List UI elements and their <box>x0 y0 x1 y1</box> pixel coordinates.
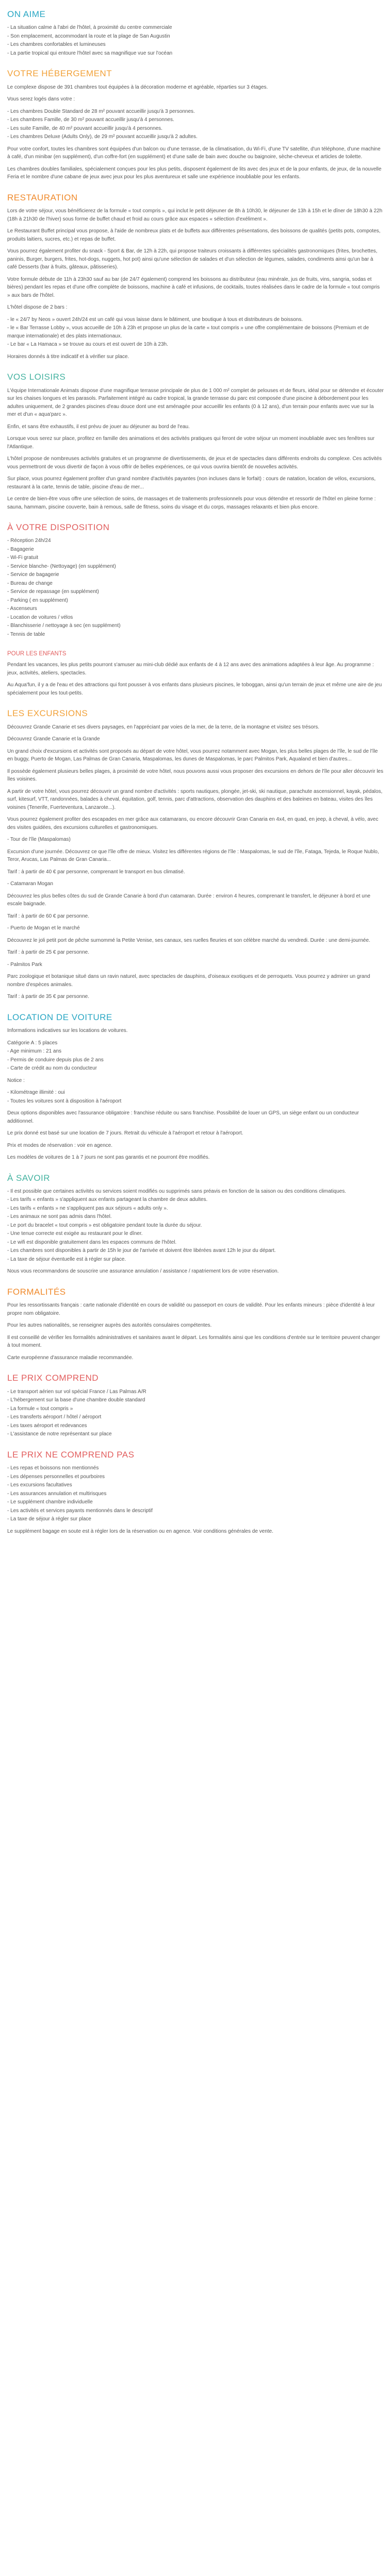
list-item: - Age minimum : 21 ans <box>7 1048 62 1055</box>
formalites-check: Il est conseillé de vérifier les formalités administratives et sanitaires avant le départ. Les formalités ainsi que les conditions d'entrée sur le territoire peuvent changer à tout moment. <box>7 1334 380 1349</box>
restauration-snack: Vous pourrez également profiter du snack - Sport & Bar, de 12h à 22h, qui propose traiteurs croissants à différentes spécialités gastronomiques (frites, brochettes, paninis, Burger, burgers, frites, hot-dogs, nuggets, hot pot) ainsi qu'une sélection de salades et d'un sélection de légumes, salades, condiments ainsi qu'un bar à café Desserts (bar à fruits, gâteaux, pâtisseries). <box>7 248 378 270</box>
list-item: - Le port du bracelet « tout compris » est obligatoire pendant toute la durée du séjour. <box>7 1222 202 1228</box>
enfants-miniclub: Pendant les vacances, les plus petits pourront s'amuser au mini-club dédié aux enfants de 4 à 12 ans avec des animations adaptées à leur âge. Au programme : jeux, activités, ateliers, spectacles. <box>7 662 374 676</box>
excursions-title: LES EXCURSIONS <box>7 708 88 719</box>
a-savoir-list <box>7 1188 384 1264</box>
list-item: - Les assurances annulation et multirisques <box>7 1490 107 1497</box>
list-item: - Permis de conduire depuis plus de 2 ans <box>7 1057 104 1063</box>
location-models: Les modèles de voitures de 1 à 7 jours ne sont pas garantis et ne pourront être modifiés. <box>7 1155 210 1161</box>
disposition-list <box>7 537 384 638</box>
restauration-title: RESTAURATION <box>7 192 78 202</box>
list-item: - Les chambres Double Standard de 28 m² pouvant accueillir jusqu'à 3 personnes. <box>7 108 195 114</box>
loisirs-wellness: Le centre de bien-être vous offre une sélection de soins, de massages et de traitements professionnels pour vous détendre et ressortir de l'hôtel en pleine forme : sauna, hammam, piscine couverte, bain à remous, salle de fitness, soins du visage et du corps, massages relaxants et bien plus encore. <box>7 496 376 510</box>
on-aime-list <box>7 24 384 57</box>
hebergement-section <box>7 69 384 181</box>
list-item: - Les activités et services payants mentionnés dans le descriptif <box>7 1507 153 1514</box>
list-item: Catégorie A : 5 places <box>7 1040 58 1046</box>
a-savoir-title: À SAVOIR <box>7 1173 51 1183</box>
restauration-drinks: Votre formule débute de 11h à 23h30 sauf au bar (de 24/7 également) comprend les boissons au distributeur (eau minérale, jus de fruits, vins, sangria, sodas et bières) pendant les repas et d'une offre complète de boissons, machine à café et infusions, de cocktails, toutes réalisées dans le cadre de la formule « tout compris » aux bars de l'hôtel. <box>7 276 380 298</box>
list-item: - Les chambres Deluxe (Adults Only), de 29 m² pouvant accueillir jusqu'à 2 adultes. <box>7 134 198 140</box>
location-notice-label: Notice : <box>7 1077 25 1083</box>
prix-ne-comprend-title: LE PRIX NE COMPREND PAS <box>7 1449 135 1460</box>
restauration-buffet: Le Restaurant Buffet principal vous propose, à l'aide de nombreux plats et de buffets aux différentes présentations, des boissons de qualités (petits pots, compotes, produits laitiers, sucres, etc.) et repas de buffet. <box>7 228 381 242</box>
disposition-section <box>7 522 384 638</box>
list-item: - Toutes les voitures sont à disposition à l'aéroport <box>7 1098 122 1104</box>
prix-comprend-list <box>7 1388 384 1438</box>
excursions-subheading: Découvrez Grande Canarie et la Grande <box>7 736 100 742</box>
restauration-bars-intro: L'hôtel dispose de 2 bars : <box>7 304 68 311</box>
list-item: - Réception 24h/24 <box>7 538 51 544</box>
list-item: - Les chambres Famille, de 30 m² pouvant accueillir jusqu'à 4 personnes. <box>7 117 174 123</box>
enfants-section <box>7 650 384 697</box>
prix-ne-comprend-list <box>7 1464 384 1523</box>
excursions-section <box>7 708 384 1001</box>
list-item: - Service de bagagerie <box>7 572 59 578</box>
disposition-title: À VOTRE DISPOSITION <box>7 522 110 533</box>
list-item: - Les taxes aéroport et redevances <box>7 1422 87 1429</box>
list-item: - Le supplément chambre individuelle <box>7 1499 93 1505</box>
hebergement-room-intro: Vous serez logés dans votre : <box>7 96 75 103</box>
formalites-others: Pour les autres nationalités, se renseigner auprès des autorités consulaires compétentes. <box>7 1323 212 1329</box>
list-item: - Wi-Fi gratuit <box>7 555 38 561</box>
location-options: Deux options disponibles avec l'assurance obligatoire : franchise réduite ou sans franchise. Possibilité de louer un GPS, un siège enfant ou un conducteur additionnel. <box>7 1110 359 1124</box>
excursions-intro: Découvrez Grande Canarie et ses divers paysages, en l'appréciant par voies de la mer, de la terre, de la montagne et visitez ses trésors. <box>7 724 319 730</box>
list-item: - La taxe de séjour à régler sur place <box>7 1516 91 1522</box>
excursion-palmitos-price: Tarif : à partir de 35 € par personne. <box>7 994 89 1000</box>
list-item: - Carte de crédit au nom du conducteur <box>7 1065 97 1072</box>
location-title: LOCATION DE VOITURE <box>7 1012 112 1022</box>
a-savoir-section <box>7 1173 384 1276</box>
list-item: - Blanchisserie / nettoyage à sec (en supplément) <box>7 623 121 629</box>
excursion-palmitos-desc: Parc zoologique et botanique situé dans un ravin naturel, avec spectacles de dauphins, d'oiseaux exotiques et de perroquets. Vous pourrez y admirer un grand nombre d'espèces animales. <box>7 974 370 988</box>
location-intro: Informations indicatives sur les locations de voitures. <box>7 1028 128 1034</box>
list-item: - Les repas et boissons non mentionnés <box>7 1465 99 1471</box>
list-item: - La taxe de séjour éventuelle est à régler sur place. <box>7 1256 126 1262</box>
list-item: - Les dépenses personnelles et pourboires <box>7 1473 105 1480</box>
enfants-title: POUR LES ENFANTS <box>7 651 67 657</box>
excursions-choice: Un grand choix d'excursions et activités sont proposés au départ de votre hôtel, vous pourrez notamment avec Mogan, les plus belles plages de l'île, le sud de l'île en buggy, Puerto de Mogan, Las Palmas de Gran Canaria, Maspalomas, les dunes de Maspalomas, le parc Palmitos Park, Aqualand et bien d'autres... <box>7 748 378 762</box>
hebergement-comfort: Pour votre confort, toutes les chambres sont équipées d'un balcon ou d'une terrasse, de la climatisation, du Wi-Fi, d'une TV satellite, d'un téléphone, d'une machine à café, d'un minibar (en supplément), d'un coffre-fort (en supplément) et d'une salle de bain avec douche ou baignoire, sèche-cheveux et articles de toilette. <box>7 146 381 160</box>
excursion-mogan-desc: Découvrez le joli petit port de pêche surnommé la Petite Venise, ses canaux, ses ruelles fleuries et son célèbre marché du vendredi. Durée : une demi-journée. <box>7 937 370 943</box>
list-item: - Kilométrage illimité : oui <box>7 1090 65 1096</box>
prix-comprend-section <box>7 1373 384 1438</box>
restauration-formula: Lors de votre séjour, vous bénéficierez de la formule « tout compris », qui inclut le petit déjeuner de 8h à 10h30, le déjeuner de 13h à 15h et le dîner de 18h30 à 22h (18h à 21h30 de l'hiver) sous forme de buffet chaud et froid au cours grâce aux espaces « sélection d'exéliment ». <box>7 208 383 222</box>
list-item: - Les tarifs « enfants » ne s'appliquent pas aux séjours « adults only ». <box>7 1205 168 1211</box>
list-item: - La formule « tout compris » <box>7 1405 73 1412</box>
excursion-catamaran-price: Tarif : à partir de 60 € par personne. <box>7 913 89 919</box>
prix-ne-comprend-luggage: Le supplément bagage en soute est à régler lors de la réservation ou en agence. Voir conditions générales de vente. <box>7 1528 273 1534</box>
excursion-catamaran-title: - Catamaran Mogan <box>7 881 53 887</box>
list-item: - Service de repassage (en supplément) <box>7 589 99 595</box>
loisirs-title: VOS LOISIRS <box>7 372 66 382</box>
hebergement-room-list <box>7 108 384 141</box>
excursions-beaches: Il possède également plusieurs belles plages, à proximité de votre hôtel, nous pouvons aussi vous proposer des excursions en dehors de l'île pour aller découvrir les îles voisines. <box>7 768 383 783</box>
location-booking: Prix et modes de réservation : voir en agence. <box>7 1142 112 1148</box>
list-item: - Son emplacement, accommodant la route et la plage de San Augustin <box>7 33 170 39</box>
list-item: - Le transport aérien sur vol spécial France / Las Palmas A/R <box>7 1388 146 1395</box>
formalites-section <box>7 1287 384 1362</box>
list-item: - Le bar « La Hamaca » se trouve au cours et est ouvert de 10h à 23h. <box>7 342 168 348</box>
list-item: - La situation calme à l'abri de l'hôtel, à proximité du centre commerciale <box>7 25 172 31</box>
list-item: - le « 24/7 by Neos » ouvert 24h/24 est un café qui vous laisse dans le bâtiment, une boutique à tous et distributeurs de boissons. <box>7 316 303 323</box>
list-item: - L'hébergement sur la base d'une chambre double standard <box>7 1397 145 1403</box>
list-item: - Service blanche- (Nettoyage) (en supplément) <box>7 563 116 569</box>
location-section <box>7 1012 384 1162</box>
prix-comprend-title: LE PRIX COMPREND <box>7 1373 99 1383</box>
loisirs-pools: L'équipe Internationale Animats dispose d'une magnifique terrasse principale de plus de 1 000 m² complet de pelouses et de fleurs, idéal pour se détendre et écouter sur les chaises longues et les parasols. Parfaitement intégré au cadre tropical, la grande terrasse du parc est composée d'une piscine à débordement pour les adultes uniquement, de 2 grandes piscines d'eau douce dont une est aménagée pour accueillir les enfants (0 à 12 ans), d'un terrain pour enfants avec vue sur la mer et d'un « aqua'parc ». <box>7 387 384 418</box>
on-aime-section <box>7 9 384 57</box>
list-item: - Les suite Famille, de 40 m² pouvant accueillir jusqu'à 4 personnes. <box>7 125 162 131</box>
hebergement-family: Les chambres doubles familiales, spécialement conçues pour les plus petits, disposent également de lits avec des jeux et de la pour enfants, de jeux, de la nouvelle Feria et le nombre d'une cabane de jeux avec jeux pour les plus aventureux et salle une expérience inoubliable pour les enfants. <box>7 166 382 180</box>
list-item: - Tennis de table <box>7 631 45 637</box>
loisirs-paid: Sur place, vous pourrez également profiter d'un grand nombre d'activités payantes (non incluses dans le forfait) : cours de natation, location de vélos, excursions, restaurant à la carte, tennis de table, piscine d'eau de mer... <box>7 476 376 490</box>
list-item: - Les animaux ne sont pas admis dans l'hôtel. <box>7 1214 112 1220</box>
list-item: - Parking ( en supplément) <box>7 597 68 603</box>
list-item: - Ascenseurs <box>7 606 37 612</box>
hebergement-intro: Le complexe dispose de 391 chambres tout équipées à la décoration moderne et agréable, réparties sur 3 étages. <box>7 84 268 90</box>
excursion-mogan-title: - Puerto de Mogan et le marché <box>7 925 80 931</box>
restauration-section <box>7 193 384 361</box>
list-item: - Le wifi est disponible gratuitement dans les espaces communs de l'hôtel. <box>7 1239 177 1245</box>
location-category-list <box>7 1039 384 1073</box>
loisirs-activities: L'hôtel propose de nombreuses activités gratuites et un programme de divertissements, de jeux et de spectacles dans différents endroits du complexe. Ces activités vous permettront de vous divertir de façon à vous offrir de belles expériences, ce qui vous ouvrira bientôt de nouvelles activités. <box>7 456 382 470</box>
loisirs-lunch: Enfin, et sans être exhaustifs, il est prévu de jouer au déjeuner au bord de l'eau. <box>7 423 190 430</box>
excursion-catamaran-desc: Découvrez les plus belles côtes du sud de Grande Canarie à bord d'un catamaran. Durée : environ 4 heures, comprenant le transfert, le déjeuner à bord et une escale baignade. <box>7 893 370 907</box>
list-item: - Une tenue correcte est exigée au restaurant pour le dîner. <box>7 1231 143 1237</box>
list-item: - le « Bar Terrasse Lobby », vous accueille de 10h à 23h et propose un plus de la carte « tout compris » une offre complémentaire de boissons (Premium et de marque internationale) et des plats internationaux. <box>7 325 369 339</box>
formalites-french: Pour les ressortissants français : carte nationale d'identité en cours de validité ou passeport en cours de validité. Pour les enfants mineurs : pièce d'identité à leur propre nom obligatoire. <box>7 1302 375 1316</box>
restauration-bar-list <box>7 316 384 349</box>
formalites-title: FORMALITÉS <box>7 1286 66 1297</box>
excursion-tour-desc: Excursion d'une journée. Découvrez ce que l'île offre de mieux. Visitez les différentes régions de l'île : Maspalomas, le sud de l'île, Fataga, Tejeda, le Roque Nublo, Teror, Arucas, Las Palmas de Gran Canaria... <box>7 849 379 863</box>
location-price-basis: Le prix donné est basé sur une location de 7 jours. Retrait du véhicule à l'aéroport et retour à l'aéroport. <box>7 1130 243 1137</box>
list-item: - Location de voitures / vélos <box>7 614 73 620</box>
list-item: - L'assistance de notre représentant sur place <box>7 1431 112 1437</box>
list-item: - Les transferts aéroport / hôtel / aéroport <box>7 1414 102 1420</box>
list-item: - Les chambres sont disponibles à partir de 15h le jour de l'arrivée et doivent être libérées avant 12h le jour du départ. <box>7 1248 276 1254</box>
loisirs-family: Lorsque vous serez sur place, profitez en famille des animations et des activités pratiques qui feront de votre séjour un moment inoubliable avec ses fenêtres sur l'Atlantique. <box>7 436 375 450</box>
excursions-escapes: Vous pourrez également profiter des escapades en mer grâce aux catamarans, ou encore découvrir Gran Canaria en 4x4, en quad, en jeep, à cheval, à vélo, avec des visites guidées, des excursions culturelles et gastronomiques. <box>7 817 379 831</box>
hebergement-title: VOTRE HÉBERGEMENT <box>7 69 112 79</box>
list-item: - Les excursions facultatives <box>7 1482 72 1488</box>
enfants-aquafun: Au Aqua'fun, il y a de l'eau et des attractions qui font pousser à vos enfants dans plusieurs piscines, le toboggan, ainsi qu'un terrain de jeux et même une aire de jeu spécialement pour les tout-petits. <box>7 682 382 696</box>
a-savoir-insurance: Nous vous recommandons de souscrire une assurance annulation / assistance / rapatriement lors de votre réservation. <box>7 1268 279 1275</box>
on-aime-title: ON AIME <box>7 9 46 19</box>
list-item: - Les chambres confortables et lumineuses <box>7 42 106 48</box>
location-notice-list <box>7 1089 384 1105</box>
list-item: - Bureau de change <box>7 580 53 586</box>
list-item: - Il est possible que certaines activités ou services soient modifiés ou supprimés sans préavis en fonction de la saison ou des conditions climatiques. <box>7 1188 347 1194</box>
excursions-activities: A partir de votre hôtel, vous pourrez découvrir un grand nombre d'activités : sports nautiques, plongée, jet-ski, ski nautique, parachute ascensionnel, kayak, pédalos, surf, kitesurf, VTT, randonnées, balades à cheval, équitation, golf, tennis, parc d'attractions, observation des dauphins et des baleines en bateau, visites des îles voisines (Tenerife, Fuerteventura, Lanzarote...). <box>7 788 383 810</box>
loisirs-section <box>7 372 384 511</box>
excursion-palmitos-title: - Palmitos Park <box>7 961 42 968</box>
excursion-tour-title: - Tour de l'île (Maspalomas) <box>7 837 71 843</box>
excursion-tour-price: Tarif : à partir de 40 € par personne, comprenant le transport en bus climatisé. <box>7 869 185 875</box>
list-item: - Les tarifs « enfants » s'appliquent aux enfants partageant la chambre de deux adultes. <box>7 1197 208 1203</box>
prix-ne-comprend-section <box>7 1450 384 1535</box>
restauration-note: Horaires donnés à titre indicatif et à vérifier sur place. <box>7 353 129 360</box>
list-item: - La partie tropical qui entoure l'hôtel avec sa magnifique vue sur l'océan <box>7 50 173 56</box>
formalites-health-card: Carte européenne d'assurance maladie recommandée. <box>7 1354 134 1361</box>
excursion-mogan-price: Tarif : à partir de 25 € par personne. <box>7 950 89 956</box>
list-item: - Bagagerie <box>7 546 34 552</box>
